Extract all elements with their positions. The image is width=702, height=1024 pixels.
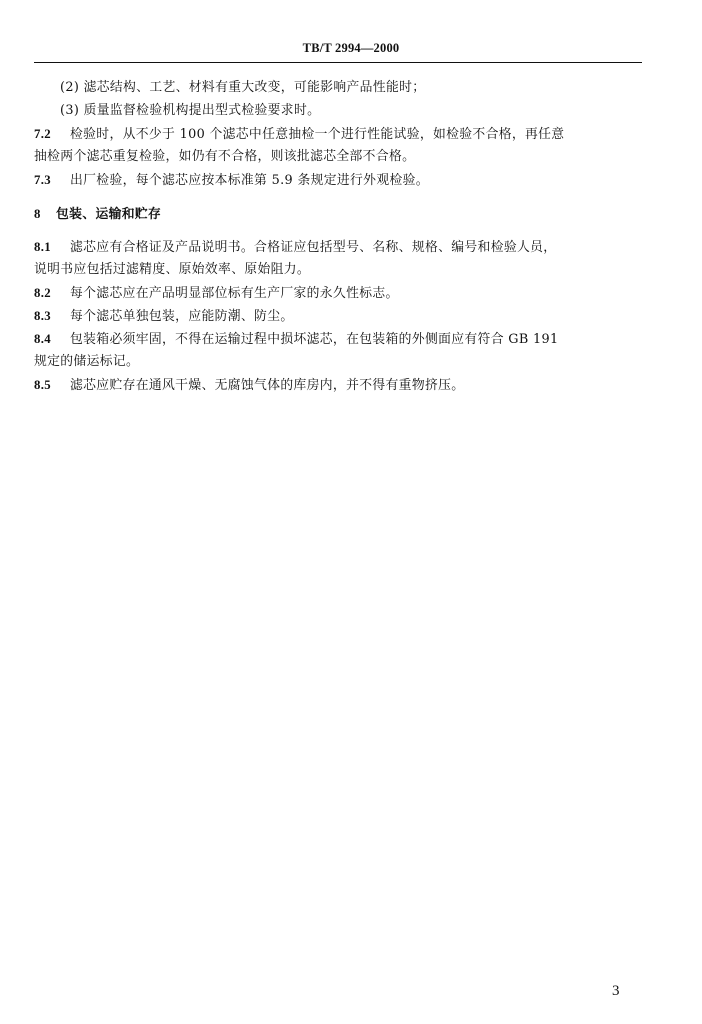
clause-7-2 xyxy=(34,125,564,144)
clause-8-1-text: 滤芯应有合格证及产品说明书。合格证应包括型号、名称、规格、编号和检验人员， xyxy=(70,240,557,255)
clause-7-2-text-continued: 抽检两个滤芯重复检验，如仍有不合格，则该批滤芯全部不合格。 xyxy=(34,149,416,164)
standard-code: TB/T 2994—2000 xyxy=(302,41,400,55)
page-number: 3 xyxy=(612,983,620,999)
header-divider xyxy=(34,62,642,63)
section-8-title: 包装、运输和贮存 xyxy=(56,207,162,222)
clause-7-2-text: 检验时，从不少于 100 个滤芯中任意抽检一个进行性能试验，如检验不合格，再任意 xyxy=(70,127,565,142)
clause-8-3 xyxy=(34,307,294,326)
clause-7-3 xyxy=(34,171,429,190)
clause-7-3-number: 7.3 xyxy=(34,173,52,187)
clause-7-2-number: 7.2 xyxy=(34,127,52,141)
clause-8-5-text: 滤芯应贮存在通风干燥、无腐蚀气体的库房内，并不得有重物挤压。 xyxy=(70,378,465,393)
clause-8-4 xyxy=(34,330,558,349)
clause-8-2-text: 每个滤芯应在产品明显部位标有生产厂家的永久性标志。 xyxy=(70,286,399,301)
clause-8-2 xyxy=(34,284,399,303)
list-item-2 xyxy=(60,79,425,97)
section-8-number: 8 xyxy=(34,207,41,221)
clause-8-1-number: 8.1 xyxy=(34,240,52,254)
clause-8-5-number: 8.5 xyxy=(34,378,52,392)
clause-7-3-text: 出厂检验，每个滤芯应按本标准第 5.9 条规定进行外观检验。 xyxy=(70,173,429,188)
list-item-3 xyxy=(60,102,320,120)
clause-8-4-text: 包装箱必须牢固，不得在运输过程中损坏滤芯，在包装箱的外侧面应有符合 GB 191 xyxy=(70,332,559,347)
clause-7-2-continued xyxy=(34,148,415,166)
section-8-heading xyxy=(34,205,161,224)
clause-8-3-text: 每个滤芯单独包装，应能防潮、防尘。 xyxy=(70,309,294,324)
clause-8-2-number: 8.2 xyxy=(34,286,52,300)
clause-8-4-text-continued: 规定的储运标记。 xyxy=(34,354,140,369)
list-item-2-text: (2) 滤芯结构、工艺、材料有重大改变，可能影响产品性能时； xyxy=(60,80,426,95)
clause-8-3-number: 8.3 xyxy=(34,309,52,323)
clause-8-1 xyxy=(34,238,556,257)
clause-8-1-text-continued: 说明书应包括过滤精度、原始效率、原始阻力。 xyxy=(34,262,311,277)
list-item-3-text: (3) 质量监督检验机构提出型式检验要求时。 xyxy=(60,103,321,118)
clause-8-1-continued xyxy=(34,261,310,279)
clause-8-4-number: 8.4 xyxy=(34,332,52,346)
clause-8-4-continued xyxy=(34,353,139,371)
clause-8-5 xyxy=(34,376,464,395)
